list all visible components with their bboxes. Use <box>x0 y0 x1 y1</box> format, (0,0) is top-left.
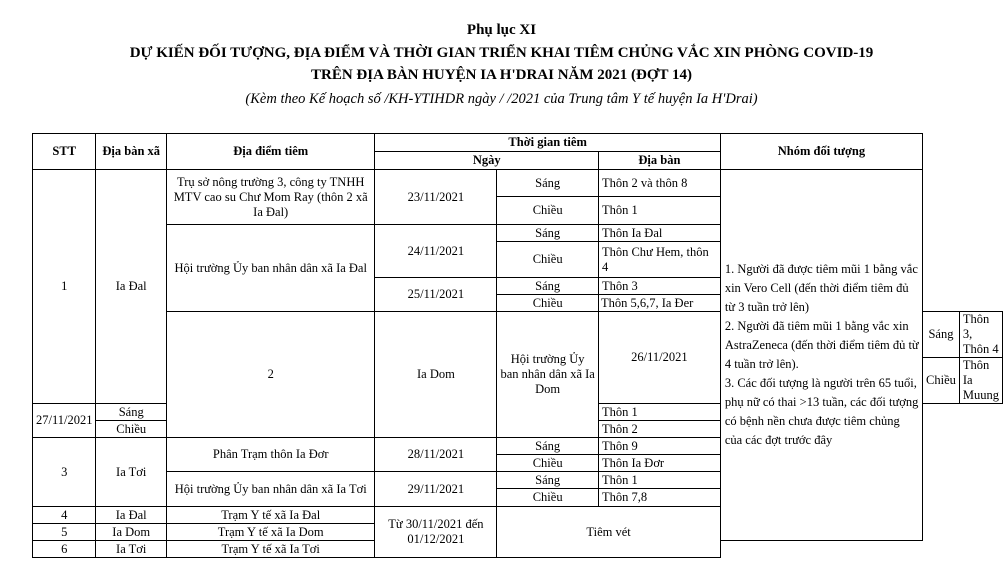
commune-cell: Ia Dom <box>375 312 497 438</box>
stt-cell: 3 <box>33 438 96 507</box>
session-cell: Chiều <box>923 358 960 404</box>
area-cell: Tiêm vét <box>497 507 720 558</box>
header-time: Thời gian tiêm <box>375 134 720 152</box>
session-cell: Sáng <box>497 278 599 295</box>
date-cell: 24/11/2021 <box>375 225 497 278</box>
stt-cell: 5 <box>33 524 96 541</box>
area-cell: Thôn 1 <box>598 472 720 489</box>
date-cell: Từ 30/11/2021 đến 01/12/2021 <box>375 507 497 558</box>
appendix-label: Phụ lục XI <box>466 22 537 38</box>
date-cell: 28/11/2021 <box>375 438 497 472</box>
commune-cell: Ia Đal <box>96 170 166 404</box>
session-cell: Chiều <box>497 295 599 312</box>
header-area: Địa bàn <box>598 152 720 170</box>
target-group-1: 1. Người đã được tiêm mũi 1 bằng vắc xin Vero Cell (đến thời điểm tiêm đủ từ 3 tuần trở lên) <box>724 262 918 314</box>
area-cell: Thôn 3, Thôn 4 <box>959 312 1002 358</box>
area-cell: Thôn Ia Đal <box>598 225 720 242</box>
area-cell: Thôn Chư Hem, thôn 4 <box>598 242 720 278</box>
area-cell: Thôn 9 <box>598 438 720 455</box>
session-cell: Sáng <box>497 472 599 489</box>
area-cell: Thôn 1 <box>598 197 720 225</box>
document-title-line2: TRÊN ĐỊA BÀN HUYỆN IA H'DRAI NĂM 2021 (ĐỢT 14) <box>311 67 692 83</box>
target-group-2: 2. Người đã tiêm mũi 1 bằng vắc xin AstraZeneca (đến thời điểm tiêm đủ từ 4 tuần trở lên). <box>724 319 919 371</box>
area-cell: Thôn 3 <box>598 278 720 295</box>
commune-cell: Ia Tơi <box>96 541 166 558</box>
location-cell: Trạm Y tế xã Ia Đal <box>166 507 375 524</box>
session-cell: Chiều <box>96 421 166 438</box>
header-commune: Địa bàn xã <box>96 134 166 170</box>
date-cell: 25/11/2021 <box>375 278 497 312</box>
session-cell: Sáng <box>497 170 599 197</box>
document-title: DỰ KIẾN ĐỐI TƯỢNG, ĐỊA ĐIỂM VÀ THỜI GIAN TRIỂN KHAI TIÊM CHỦNG VẮC XIN PHÒNG COVID-19 <box>129 45 874 61</box>
area-cell: Thôn 2 <box>598 421 720 438</box>
location-cell: Hội trường Ủy ban nhân dân xã Ia Đal <box>166 225 375 312</box>
header-location: Địa điểm tiêm <box>166 134 375 170</box>
session-cell: Sáng <box>497 438 599 455</box>
stt-cell: 1 <box>33 170 96 404</box>
area-cell: Thôn 5,6,7, Ia Đer <box>598 295 720 312</box>
date-cell: 26/11/2021 <box>598 312 720 404</box>
table-row <box>33 170 1003 197</box>
header-target-group: Nhóm đối tượng <box>720 134 922 170</box>
location-cell: Trạm Y tế xã Ia Tơi <box>166 541 375 558</box>
session-cell: Sáng <box>923 312 960 358</box>
stt-cell: 6 <box>33 541 96 558</box>
location-cell: Trụ sở nông trường 3, công ty TNHH MTV cao su Chư Mom Ray (thôn 2 xã Ia Đal) <box>166 170 375 225</box>
location-cell: Hội trường Ủy ban nhân dân xã Ia Tơi <box>166 472 375 507</box>
area-cell: Thôn Ia Muung <box>959 358 1002 404</box>
area-cell: Thôn Ia Đơr <box>598 455 720 472</box>
date-cell: 23/11/2021 <box>375 170 497 225</box>
date-cell: 27/11/2021 <box>33 404 96 438</box>
area-cell: Thôn 2 và thôn 8 <box>598 170 720 197</box>
document-subtitle: (Kèm theo Kế hoạch số /KH-YTIHDR ngày / /2021 của Trung tâm Y tế huyện Ia H'Drai) <box>245 91 758 107</box>
session-cell: Chiều <box>497 242 599 278</box>
location-cell: Hội trường Ủy ban nhân dân xã Ia Dom <box>497 312 599 438</box>
stt-cell: 2 <box>166 312 375 438</box>
location-cell: Trạm Y tế xã Ia Dom <box>166 524 375 541</box>
commune-cell: Ia Tơi <box>96 438 166 507</box>
area-cell: Thôn 1 <box>598 404 720 421</box>
target-group-cell <box>720 170 922 541</box>
session-cell: Chiều <box>497 197 599 225</box>
header-stt: STT <box>33 134 96 170</box>
target-group-3: 3. Các đối tượng là người trên 65 tuổi, phụ nữ có thai >13 tuần, các đối tượng có bệnh nền chưa được tiêm chủng của các đợt trước đây <box>724 376 919 447</box>
stt-cell: 4 <box>33 507 96 524</box>
location-cell: Phân Trạm thôn Ia Đơr <box>166 438 375 472</box>
session-cell: Chiều <box>497 455 599 472</box>
session-cell: Sáng <box>96 404 166 421</box>
session-cell: Chiều <box>497 489 599 507</box>
commune-cell: Ia Đal <box>96 507 166 524</box>
session-cell: Sáng <box>497 225 599 242</box>
area-cell: Thôn 7,8 <box>598 489 720 507</box>
header-date: Ngày <box>375 152 599 170</box>
date-cell: 29/11/2021 <box>375 472 497 507</box>
commune-cell: Ia Dom <box>96 524 166 541</box>
vaccination-schedule-table <box>32 133 1003 558</box>
